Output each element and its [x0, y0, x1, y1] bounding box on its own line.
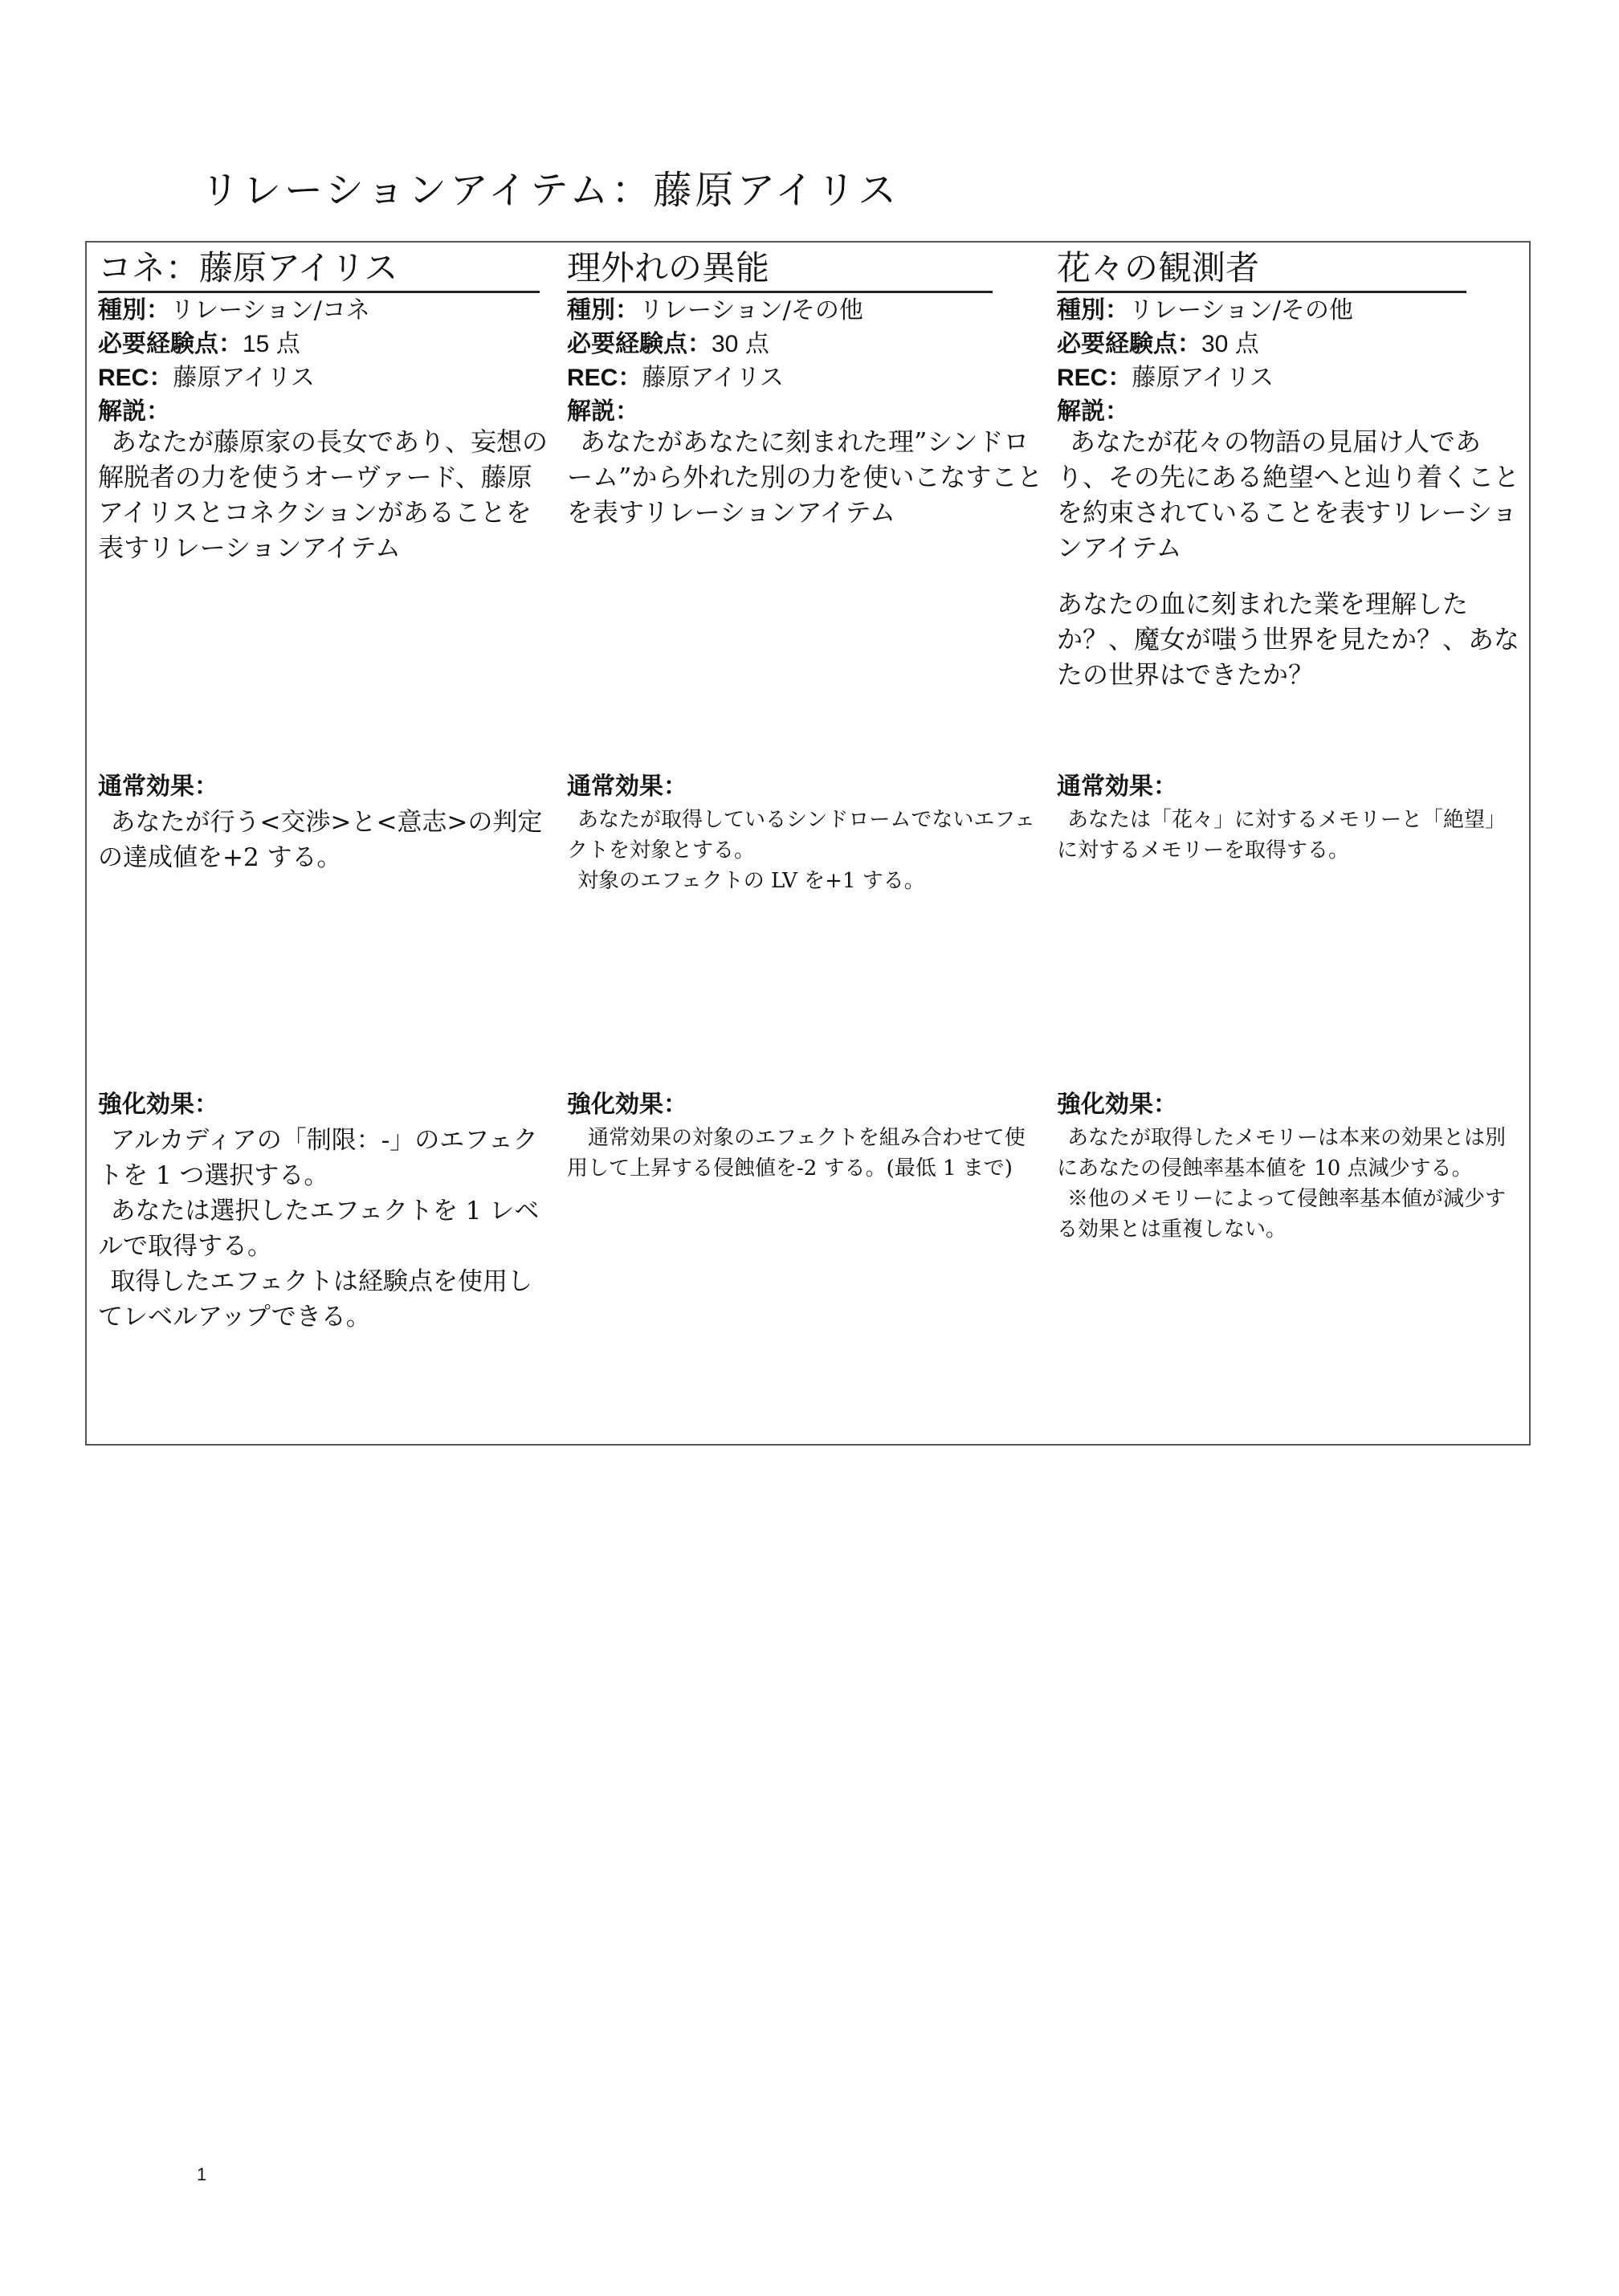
exp-label: 必要経験点：	[567, 331, 712, 357]
exp-row	[1057, 328, 1523, 361]
rec-value: 藤原アイリス	[642, 364, 785, 392]
enhance-effect-text: 通常効果の対象のエフェクトを組み合わせて使用して上昇する侵蝕値を-2 する。(最低 1 まで)	[567, 1126, 1026, 1181]
exp-value: 15 点	[243, 331, 300, 357]
description-text: あなたが花々の物語の見届け人であり、その先にある絶望へと辿り着くことを約束されていることを表すリレーションアイテム	[1057, 426, 1520, 563]
rec-value: 藤原アイリス	[173, 364, 316, 392]
type-label: 種別：	[567, 297, 639, 324]
normal-effect-label: 通常効果：	[98, 773, 218, 800]
card-meta	[567, 294, 1044, 429]
type-value: リレーション/その他	[639, 296, 863, 324]
rec-row	[1057, 361, 1523, 395]
desc-label: 解説：	[98, 398, 170, 425]
card-meta	[1057, 294, 1523, 429]
description	[98, 424, 553, 586]
page-number: 1	[197, 2164, 207, 2184]
normal-effect-text: あなたは「花々」に対するメモリーと「絶望」に対するメモリーを取得する。	[1057, 808, 1507, 863]
page-title: リレーションアイテム：藤原アイリス	[201, 168, 900, 213]
description	[567, 424, 1044, 551]
exp-row	[567, 328, 1044, 361]
card-meta	[98, 294, 553, 429]
desc-label: 解説：	[1057, 398, 1129, 425]
type-row	[1057, 294, 1523, 328]
enhance-effect-text: アルカディアの「制限：-」のエフェクトを 1 つ選択する。 あなたは選択したエフェクトを 1 レベルで取得する。 取得したエフェクトは経験点を使用してレベルアップできる。	[98, 1126, 540, 1332]
enhance-effect-text: あなたが取得したメモリーは本来の効果とは別にあなたの侵蝕率基本値を 10 点減少する。 ※他のメモリーによって侵蝕率基本値が減少する効果とは重複しない。	[1057, 1126, 1507, 1242]
normal-effect-label: 通常効果：	[1057, 773, 1177, 800]
description-text: あなたが藤原家の長女であり、妄想の解脱者の力を使うオーヴァード、藤原アイリスとコネクションがあることを表すリレーションアイテム	[98, 426, 549, 563]
normal-effect-text: あなたが行う<交渉>と<意志>の判定の達成値を+2 する。	[98, 808, 543, 872]
exp-value: 30 点	[712, 331, 769, 357]
normal-effect-label: 通常効果：	[567, 773, 687, 800]
exp-row	[98, 328, 553, 361]
card-title: 花々の観測者	[1057, 246, 1466, 293]
enhance-effect-label: 強化効果：	[98, 1091, 218, 1118]
type-row	[98, 294, 553, 328]
type-value: リレーション/その他	[1129, 296, 1353, 324]
type-label: 種別：	[1057, 297, 1129, 324]
exp-label: 必要経験点：	[1057, 331, 1201, 357]
rec-label: REC：	[567, 365, 642, 391]
description-text: あなたがあなたに刻まれた理”シンドローム”から外れた別の力を使いこなすことを表すリレーションアイテム	[567, 426, 1043, 528]
card-kone-fujiwara-iris	[98, 243, 553, 1444]
enhance-effect-label: 強化効果：	[1057, 1091, 1177, 1118]
normal-effect-text: あなたが取得しているシンドロームでないエフェクトを対象とする。 対象のエフェクトの LV を+1 する。	[567, 808, 1036, 893]
card-hanabana-no-kansokusha	[1057, 243, 1523, 1444]
type-value: リレーション/コネ	[170, 296, 370, 324]
description	[1057, 424, 1523, 713]
card-rigai-no-inou	[567, 243, 1044, 1444]
relation-item-table	[85, 241, 1531, 1446]
card-title: コネ：藤原アイリス	[98, 246, 540, 293]
description-text-2: あなたの血に刻まれた業を理解したか？、魔女が嗤う世界を見たか？、あなたの世界はできたか？	[1057, 589, 1520, 690]
exp-label: 必要経験点：	[98, 331, 243, 357]
card-title: 理外れの異能	[567, 246, 993, 293]
rec-row	[98, 361, 553, 395]
rec-label: REC：	[98, 365, 173, 391]
rec-row	[567, 361, 1044, 395]
rec-value: 藤原アイリス	[1132, 364, 1274, 392]
enhance-effect-label: 強化効果：	[567, 1091, 687, 1118]
desc-label: 解説：	[567, 398, 639, 425]
rec-label: REC：	[1057, 365, 1132, 391]
exp-value: 30 点	[1201, 331, 1259, 357]
type-label: 種別：	[98, 297, 170, 324]
type-row	[567, 294, 1044, 328]
